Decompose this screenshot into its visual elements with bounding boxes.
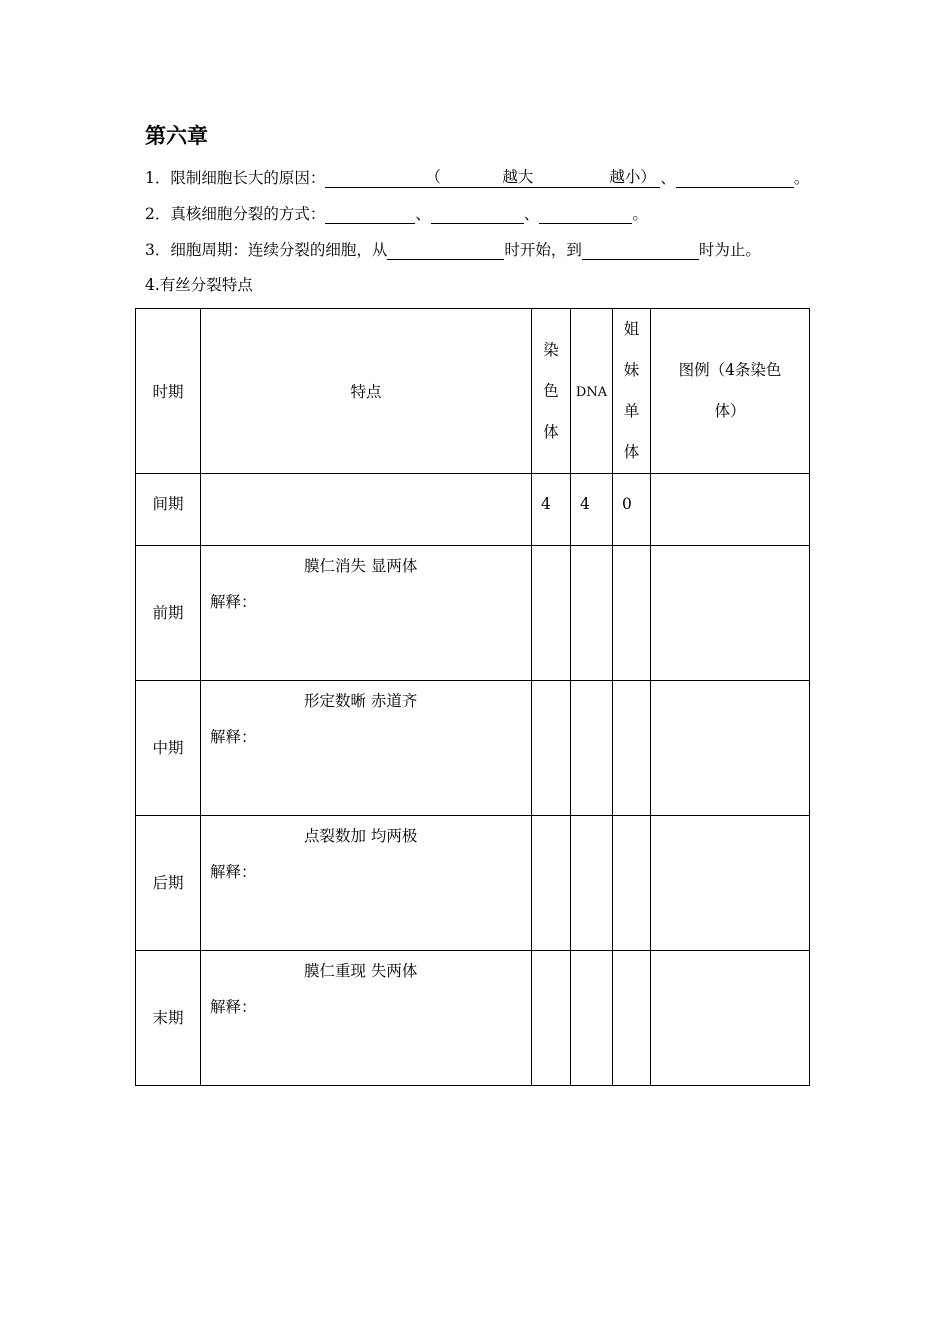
word-bigger: 越大 <box>502 168 534 186</box>
feature-cell[interactable] <box>201 681 532 816</box>
period-interphase: 间期 <box>136 474 201 546</box>
cycle-start-blank[interactable] <box>387 242 504 260</box>
question-2-sep2: 、 <box>523 205 540 223</box>
header-period: 时期 <box>136 309 201 474</box>
reason-blank-2[interactable] <box>676 170 794 188</box>
explain-label: 解释： <box>210 863 257 881</box>
legend-cell[interactable] <box>651 951 810 1086</box>
feature-cell[interactable] <box>201 474 532 546</box>
rule-text: 形定数晰 赤道齐 <box>304 692 418 710</box>
dna-count[interactable] <box>571 951 613 1086</box>
feature-cell[interactable] <box>201 816 532 951</box>
table-header-row <box>136 309 810 474</box>
question-2 <box>145 204 648 224</box>
paren-open: （ <box>425 168 441 186</box>
legend-cell[interactable] <box>651 816 810 951</box>
mitosis-table <box>135 308 810 1086</box>
header-dna: DNA <box>571 309 613 474</box>
table-row <box>136 951 810 1086</box>
rule-text: 膜仁重现 失两体 <box>304 962 418 980</box>
question-3-prefix: 3．细胞周期：连续分裂的细胞，从 <box>145 241 388 259</box>
legend-cell[interactable] <box>651 546 810 681</box>
rule-text: 膜仁消失 显两体 <box>304 557 418 575</box>
period-anaphase: 后期 <box>136 816 201 951</box>
explain-label: 解释： <box>210 998 257 1016</box>
dna-count[interactable] <box>571 546 613 681</box>
dna-count[interactable] <box>571 681 613 816</box>
question-2-end: 。 <box>632 205 648 223</box>
question-3 <box>145 240 761 260</box>
question-1 <box>145 167 809 188</box>
explain-label: 解释： <box>210 593 257 611</box>
legend-cell[interactable] <box>651 474 810 546</box>
chromosome-count[interactable] <box>532 951 571 1086</box>
question-1-sep: 、 <box>660 169 676 187</box>
chapter-title: 第六章 <box>145 124 208 148</box>
chromatid-count[interactable] <box>613 681 651 816</box>
header-feature: 特点 <box>201 309 532 474</box>
period-metaphase: 中期 <box>136 681 201 816</box>
division-blank-3[interactable] <box>539 206 632 224</box>
table-row <box>136 681 810 816</box>
word-smaller: 越小） <box>609 168 656 186</box>
table-row <box>136 546 810 681</box>
question-1-prefix: 1．限制细胞长大的原因： <box>145 169 326 187</box>
table-row <box>136 816 810 951</box>
period-telophase: 末期 <box>136 951 201 1086</box>
division-blank-2[interactable] <box>431 206 524 224</box>
legend-cell[interactable] <box>651 681 810 816</box>
chromosome-count[interactable] <box>532 816 571 951</box>
chromatid-count[interactable] <box>613 546 651 681</box>
division-blank-1[interactable] <box>325 206 415 224</box>
explain-label: 解释： <box>210 728 257 746</box>
feature-cell[interactable] <box>201 951 532 1086</box>
question-2-prefix: 2．真核细胞分裂的方式： <box>145 205 326 223</box>
dna-count[interactable]: 4 <box>571 474 613 546</box>
header-chromosome: 染色体 <box>532 309 571 474</box>
period-prophase: 前期 <box>136 546 201 681</box>
question-4-heading: 4.有丝分裂特点 <box>145 276 253 294</box>
question-1-end: 。 <box>793 169 810 187</box>
chromatid-count[interactable] <box>613 951 651 1086</box>
dna-count[interactable] <box>571 816 613 951</box>
header-chromatid: 姐妹单体 <box>613 309 651 474</box>
chromosome-count[interactable]: 4 <box>532 474 571 546</box>
chromatid-count[interactable] <box>613 816 651 951</box>
rule-text: 点裂数加 均两极 <box>304 827 418 845</box>
feature-cell[interactable] <box>201 546 532 681</box>
header-legend: 图例（4条染色体） <box>651 309 810 474</box>
question-2-sep1: 、 <box>415 205 431 223</box>
chromosome-count[interactable] <box>532 546 571 681</box>
table-row <box>136 474 810 546</box>
reason-blank-1[interactable] <box>325 167 660 188</box>
cycle-end-blank[interactable] <box>582 242 699 260</box>
question-3-end: 时为止。 <box>698 241 761 259</box>
question-3-mid: 时开始，到 <box>504 241 582 259</box>
chromatid-count[interactable]: 0 <box>613 474 651 546</box>
chromosome-count[interactable] <box>532 681 571 816</box>
